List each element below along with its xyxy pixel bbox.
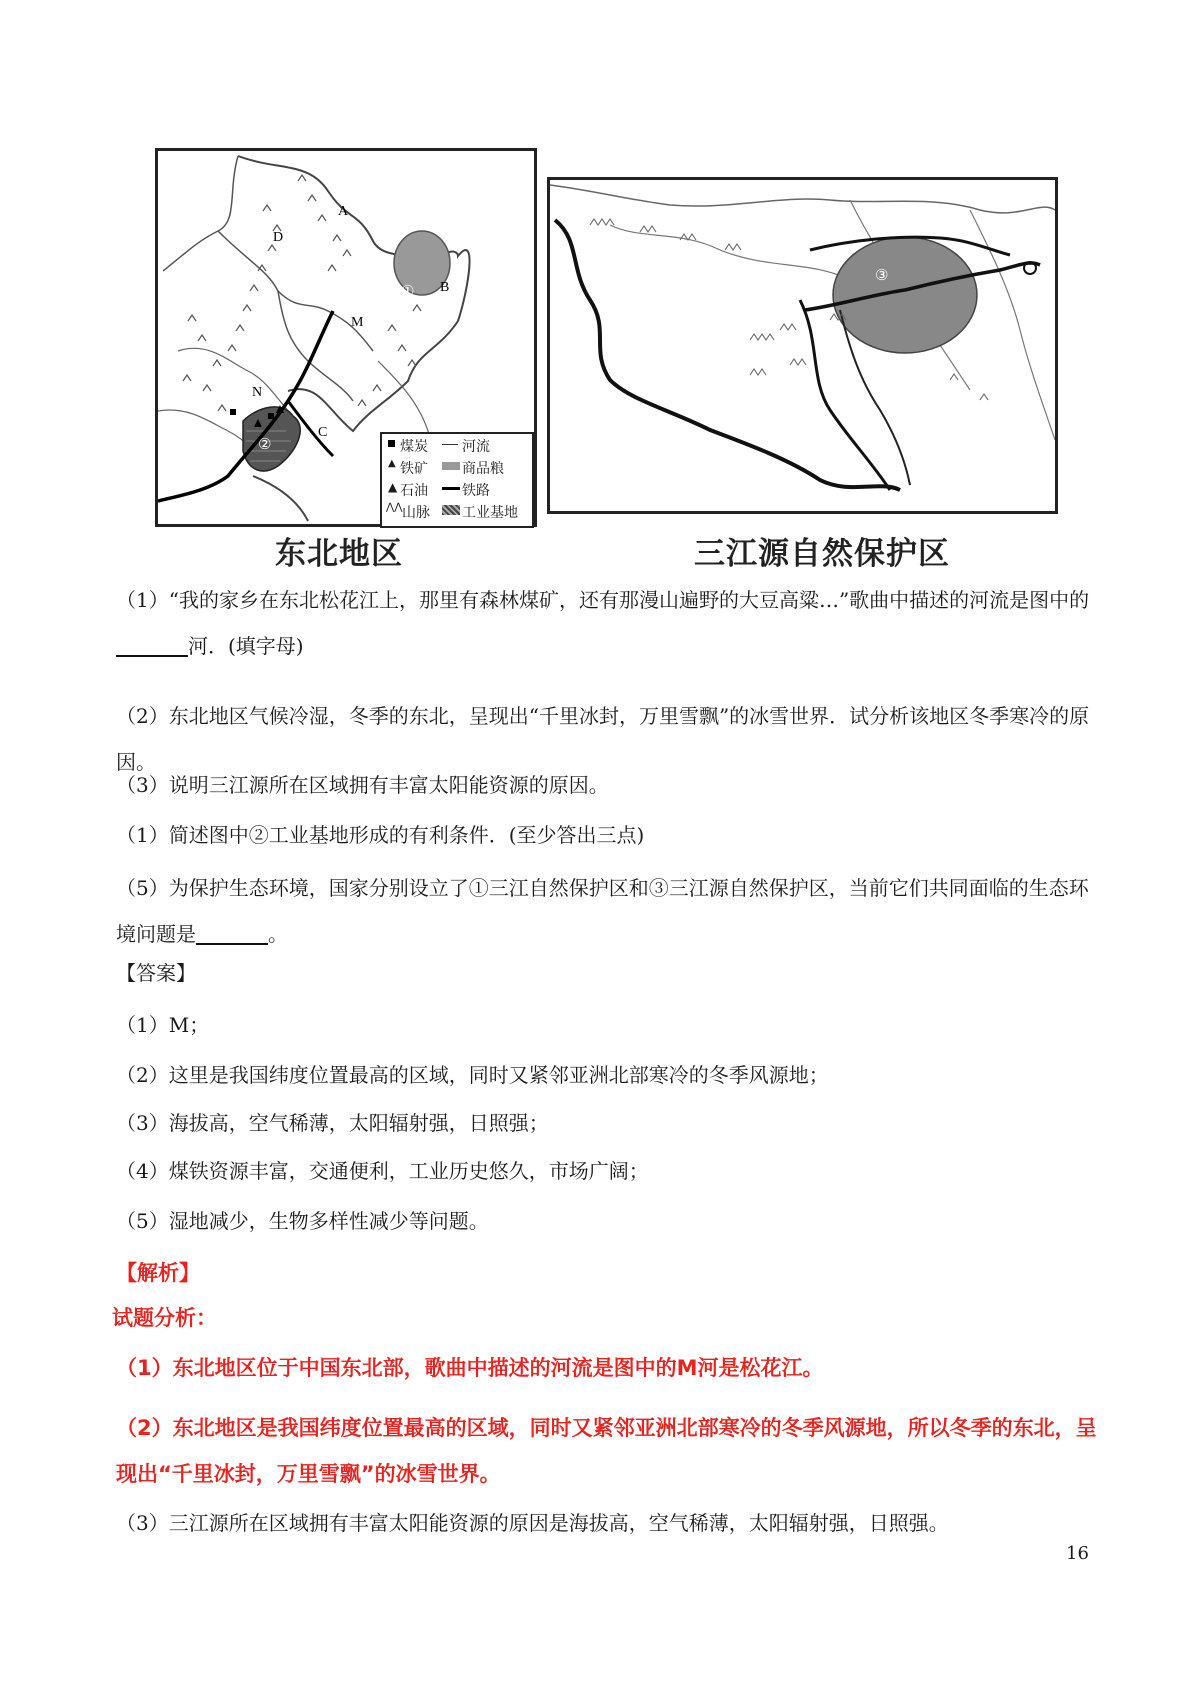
label-n: N	[252, 385, 263, 400]
coal-icon	[230, 409, 236, 415]
question-5	[116, 865, 1106, 957]
sanjiangyuan-map-drawing	[550, 180, 1055, 511]
legend-grain-label: 商品粮	[462, 461, 504, 477]
label-c: C	[318, 425, 328, 440]
mountain-icon: ⋀⋀	[386, 502, 403, 513]
answer-3: （3）海拔高，空气稀薄，太阳辐射强，日照强；	[116, 1111, 549, 1135]
coal-icon	[388, 440, 395, 447]
page-number: 16	[1066, 1543, 1089, 1564]
legend-coal-label: 煤炭	[400, 439, 428, 455]
legend-iron-label: 铁矿	[400, 461, 428, 477]
legend-oil-label: 石油	[400, 483, 428, 499]
answer-heading: 【答案】	[116, 961, 196, 985]
question-1	[116, 577, 1106, 669]
grain-icon	[442, 462, 460, 470]
iron-ore-icon: ▲	[388, 458, 396, 469]
legend-row	[386, 502, 536, 522]
answer-1: （1）M；	[116, 1013, 210, 1037]
label-m: M	[351, 315, 364, 330]
answer-4: （4）煤铁资源丰富，交通便利，工业历史悠久，市场广阔；	[116, 1159, 649, 1183]
legend-row	[386, 458, 536, 478]
question-3: （3）说明三江源所在区域拥有丰富太阳能资源的原因。	[116, 773, 609, 797]
label-b: B	[440, 280, 450, 295]
analysis-subheading: 试题分析：	[112, 1306, 217, 1330]
legend-river-label: 河流	[462, 439, 490, 455]
label-two: ②	[258, 435, 272, 453]
legend-railway-label: 铁路	[462, 483, 490, 499]
coal-icon	[268, 413, 274, 419]
legend-industrial-label: 工业基地	[462, 505, 518, 521]
answer-5: （5）湿地减少，生物多样性减少等问题。	[116, 1209, 489, 1233]
question-5-text: （5）为保护生态环境，国家分别设立了①三江自然保护区和③三江源自然保护区，当前它们共同面临的生态环境问题是	[116, 876, 1089, 946]
oil-icon: ▲	[388, 480, 398, 494]
legend-row	[386, 436, 536, 456]
answer-blank	[196, 923, 268, 945]
sanjiangyuan-map	[547, 177, 1058, 514]
question-1-suffix: 河．(填字母)	[188, 634, 304, 658]
question-2: （2）东北地区气候冷湿，冬季的东北，呈现出“千里冰封，万里雪飘”的冰雪世界．试分析该地区冬季寒冷的原因。	[116, 704, 1090, 774]
legend-row	[386, 480, 536, 500]
map-caption-sanjiangyuan: 三江源自然保护区	[694, 536, 950, 572]
analysis-item-3: （3）三江源所在区域拥有丰富太阳能资源的原因是海拔高，空气稀薄，太阳辐射强，日照强。	[116, 1511, 949, 1535]
map-caption-northeast: 东北地区	[275, 536, 403, 572]
analysis-item-1: （1）东北地区位于中国东北部，歌曲中描述的河流是图中的M河是松花江。	[116, 1356, 824, 1380]
river-icon	[442, 444, 458, 445]
question-1-text: （1）“我的家乡在东北松花江上，那里有森林煤矿，还有那漫山遍野的大豆高粱…”歌曲中描述的河流是图中的	[116, 588, 1090, 612]
legend-mountain-label: 山脉	[402, 505, 430, 521]
railway-icon	[442, 487, 460, 490]
label-one: ①	[401, 282, 415, 300]
answer-blank	[116, 635, 188, 657]
analysis-heading: 【解析】	[116, 1261, 200, 1285]
analysis-item-2: （2）东北地区是我国纬度位置最高的区域，同时又紧邻亚洲北部寒冷的冬季风源地，所以冬季的东北，呈现出“千里冰封，万里雪飘”的冰雪世界。	[116, 1416, 1097, 1486]
label-a: A	[338, 204, 349, 219]
answer-2: （2）这里是我国纬度位置最高的区域，同时又紧邻亚洲北部寒冷的冬季风源地；	[116, 1063, 829, 1087]
question-4: （1）简述图中②工业基地形成的有利条件．(至少答出三点)	[116, 823, 645, 847]
question-5-suffix: 。	[268, 922, 288, 946]
industrial-base-icon	[442, 505, 460, 515]
map-legend	[380, 432, 534, 528]
label-d: D	[273, 230, 284, 245]
label-three: ③	[875, 266, 889, 284]
